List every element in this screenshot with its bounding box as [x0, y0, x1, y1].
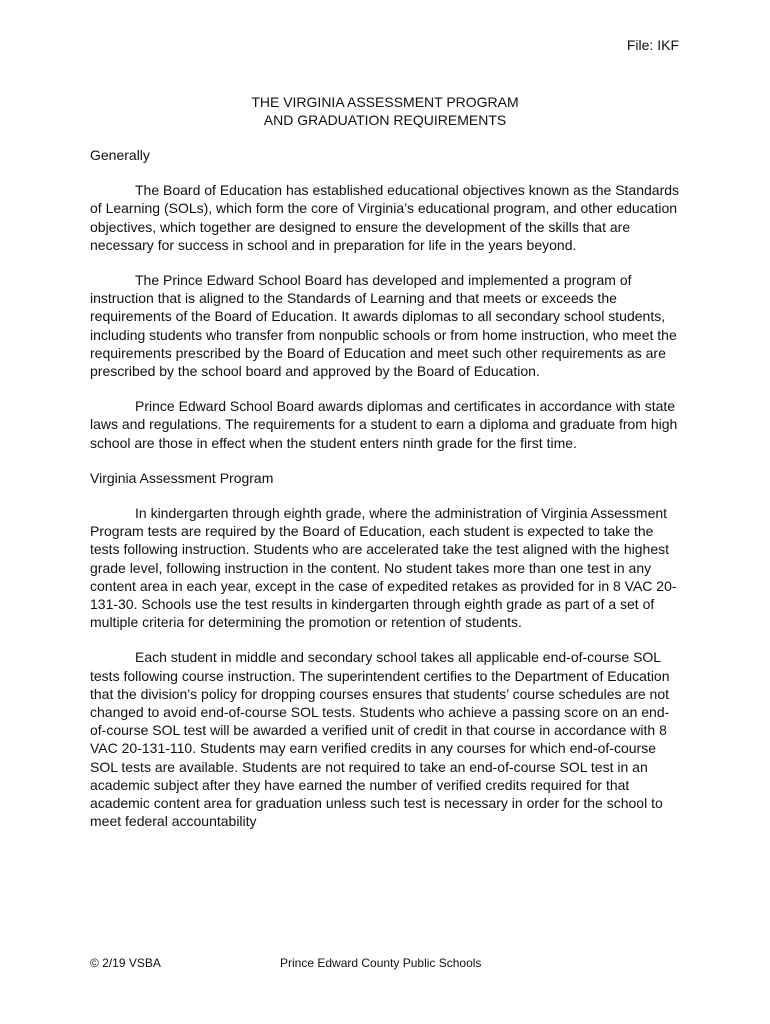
paragraph-kindergarten-tests: In kindergarten through eighth grade, where the administration of Virginia Assessment Program tests are required by the Board of Education, each student is expected to take the tests following instruction. Students who are accelerated take the test aligned with the highest grade level, following instruction in the content. No student takes more than one test in any content area in each year, except in the case of expedited retakes as provided for in 8 VAC 20-131-30. Schools use the test results in kindergarten through eighth grade as part of a set of multiple criteria for determining the promotion or retention of students. [90, 505, 677, 631]
title-line-2: AND GRADUATION REQUIREMENTS [263, 112, 507, 128]
paragraph-end-of-course-tests: Each student in middle and secondary school takes all applicable end-of-course SOL tests following course instruction. The superintendent certifies to the Department of Education that the division’s policy for dropping courses ensures that students’ course schedules are not changed to avoid end-of-course SOL tests. Students who achieve a passing score on an end-of-course SOL test will be awarded a verified unit of credit in that course in accordance with 8 VAC 20-131-110. Students may earn verified credits in any courses for which end-of-course SOL tests are available. Students are not required to take an end-of-course SOL test in an academic subject after they have earned the number of verified credits required for that academic content area for graduation unless such test is necessary in order for the school to meet federal accountability [90, 649, 670, 830]
document-title [0, 93, 770, 129]
footer-school-name: Prince Edward County Public Schools [280, 956, 482, 970]
footer-copyright: © 2/19 VSBA [90, 956, 161, 970]
document-body [90, 146, 682, 848]
paragraph-board-objectives: The Board of Education has established educational objectives known as the Standards of Learning (SOLs), which form the core of Virginia’s educational program, and other education objectives, which together are designed to ensure the development of the skills that are necessary for success in school and in preparation for life in the years beyond. [90, 182, 680, 253]
section-heading-generally: Generally [90, 147, 150, 163]
title-line-1: THE VIRGINIA ASSESSMENT PROGRAM [251, 94, 519, 110]
paragraph-school-board-program: The Prince Edward School Board has developed and implemented a program of instruction that is aligned to the Standards of Learning and that meets or exceeds the requirements of the Board of Education. It awards diplomas to all secondary school students, including students who transfer from nonpublic schools or from home instruction, who meet the requirements prescribed by the Board of Education and meet such other requirements as are prescribed by the school board and approved by the Board of Education. [90, 272, 677, 380]
section-heading-assessment: Virginia Assessment Program [90, 469, 274, 486]
file-label: File: IKF [626, 37, 679, 53]
paragraph-diplomas-certificates: Prince Edward School Board awards diplomas and certificates in accordance with state laws and regulations. The requirements for a student to earn a diploma and graduate from high school are those in effect when the student enters ninth grade for the first time. [90, 398, 678, 451]
